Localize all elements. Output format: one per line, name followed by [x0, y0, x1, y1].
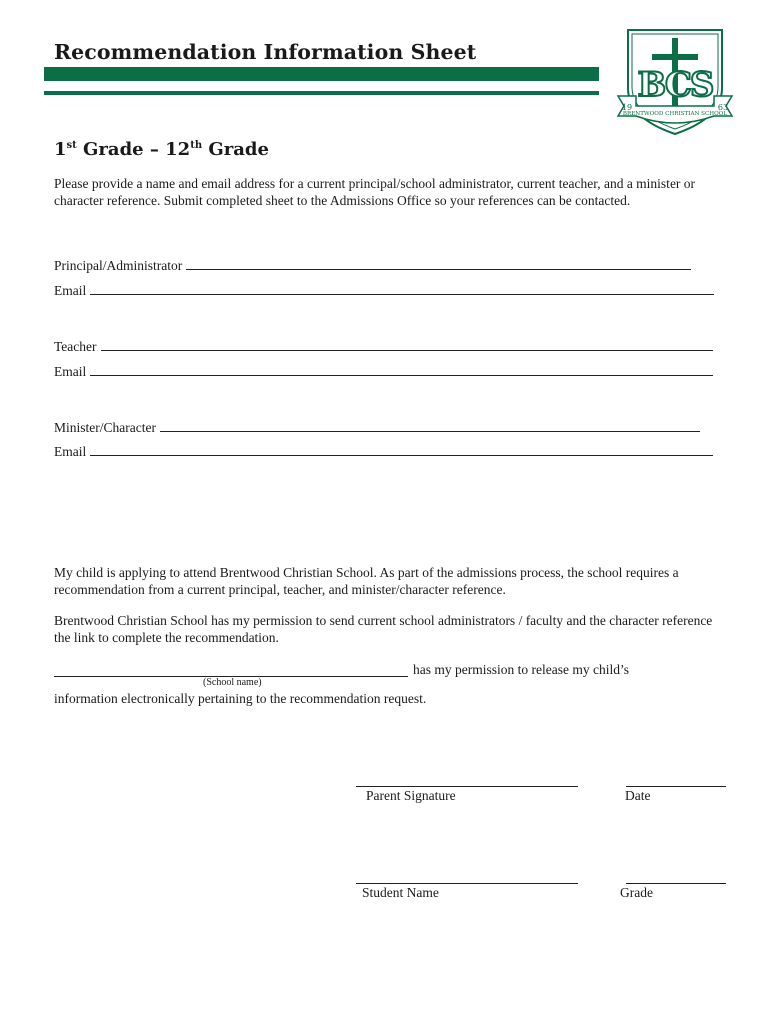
teacher-input-line[interactable] [101, 338, 713, 351]
teacher-label: Teacher [54, 339, 97, 354]
minister-email-input-line[interactable] [90, 443, 713, 456]
parent-signature-line[interactable] [356, 786, 578, 787]
teacher-email-label: Email [54, 364, 87, 379]
student-name-label: Student Name [362, 885, 439, 900]
principal-field[interactable] [54, 257, 691, 274]
consent-paragraph-2: Brentwood Christian School has my permission to send current school administrators / faculty and the character reference the link to complete the recommendation. [54, 613, 713, 645]
crest-banner-text: BRENTWOOD CHRISTIAN SCHOOL [622, 111, 728, 117]
intro-paragraph: Please provide a name and email address for a current principal/school administrator, current teacher, and a minister or character reference. Submit completed sheet to the Admissions Office so your references can be contacted. [54, 176, 696, 208]
principal-email-input-line[interactable] [90, 282, 714, 295]
parent-signature-label: Parent Signature [366, 788, 456, 803]
date-label: Date [625, 788, 651, 803]
crest-year-left: 19 [621, 103, 633, 112]
principal-input-line[interactable] [186, 257, 691, 270]
minister-label: Minister/Character [54, 420, 156, 435]
grade-line[interactable] [626, 883, 726, 884]
minister-email-label: Email [54, 444, 87, 459]
teacher-field[interactable] [54, 338, 713, 355]
principal-label: Principal/Administrator [54, 258, 183, 273]
teacher-email-field[interactable] [54, 363, 713, 380]
date-line[interactable] [626, 786, 726, 787]
release-text: information electronically pertaining to the recommendation request. [54, 691, 427, 706]
page-title: Recommendation Information Sheet [54, 40, 477, 64]
header-bar-thick [44, 67, 599, 81]
principal-email-field[interactable] [54, 282, 714, 299]
grade-label: Grade [620, 885, 653, 900]
minister-email-field[interactable] [54, 443, 713, 460]
student-name-line[interactable] [356, 883, 578, 884]
crest-monogram: BCS [637, 65, 713, 105]
principal-email-label: Email [54, 283, 87, 298]
permission-text: has my permission to release my child’s [413, 662, 629, 677]
grade-range-heading: 1st Grade – 12th Grade [54, 139, 269, 160]
header-bar-thin [44, 91, 599, 95]
crest-year-right: 63 [717, 103, 729, 112]
school-crest-logo [614, 26, 736, 138]
teacher-email-input-line[interactable] [90, 363, 713, 376]
minister-input-line[interactable] [160, 419, 700, 432]
consent-paragraph-1: My child is applying to attend Brentwood Christian School. As part of the admissions process, the school requires a recommendation from a current principal, teacher, and minister/character reference. [54, 565, 679, 597]
school-name-hint: (School name) [203, 677, 262, 688]
minister-field[interactable] [54, 419, 700, 436]
